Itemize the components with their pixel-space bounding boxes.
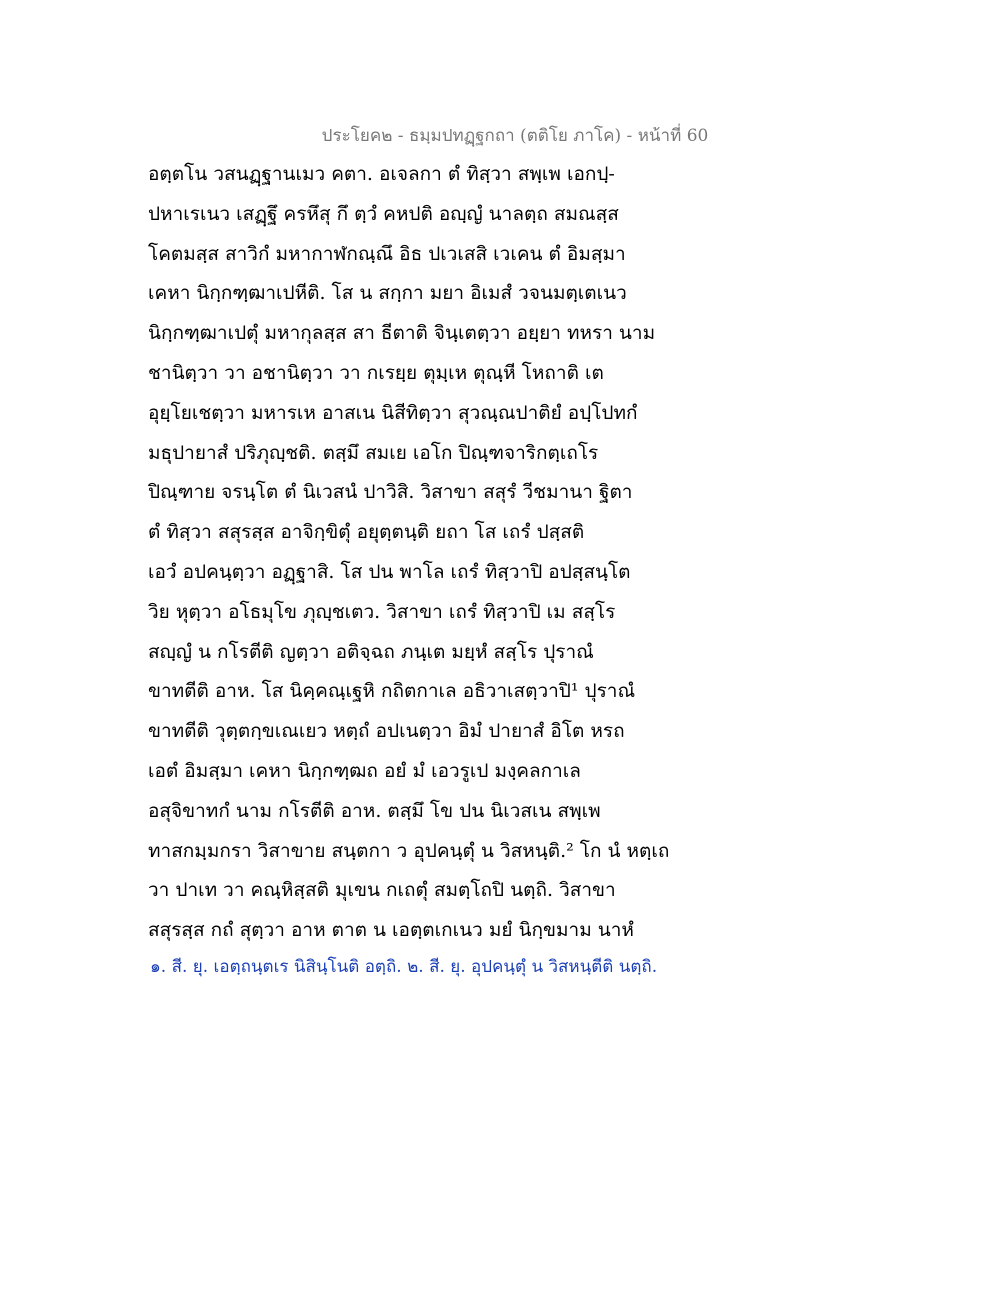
- body-line: มธุปายาสํ ปริภุญฺชติ. ตสฺมึ สมเย เอโก ปิณฺฑจาริกตฺเถโร: [148, 441, 599, 464]
- body-line: ปหาเรเนว เสฏฺฐึ ครหึสุ กึ ตฺวํ คหปติ อญฺญํ นาลตฺถ สมณสฺส: [148, 202, 619, 225]
- body-line: โคตมสฺส สาวิกํ มหากาฬกณฺณึ อิธ ปเวเสสิ เวเคน ตํ อิมสฺมา: [148, 242, 626, 265]
- body-line: ชานิตฺวา วา อชานิตฺวา วา กเรยฺย ตุมฺเห ตุณฺหี โหถาติ เต: [148, 361, 604, 384]
- body-line: เอวํ อปคนฺตฺวา อฏฺฐาสิ. โส ปน พาโล เถรํ ทิสฺวาปิ อปสฺสนฺโต: [148, 560, 631, 583]
- body-line: ขาทตีติ อาห. โส นิคฺคณฺเฐหิ กถิตกาเล อธิวาเสตฺวาปิ¹ ปุราณํ: [148, 680, 636, 703]
- body-line: อุยฺโยเชตฺวา มหารเห อาสเน นิสีทิตฺวา สุวณฺณปาติยํ อปฺโปทกํ: [148, 401, 638, 424]
- body-line: สญฺญํ น กโรตีติ ญตฺวา อติจฺฉถ ภนฺเต มยฺหํ สสฺโร ปุราณํ: [148, 640, 594, 663]
- body-line: เคหา นิกฺกฑฺฒาเปหีติ. โส น สกฺกา มยา อิเมสํ วจนมตฺเตเนว: [148, 282, 627, 305]
- body-line: อตฺตโน วสนฏฺฐานเมว คตา. อเจลกา ตํ ทิสฺวา สพฺเพ เอกปฺ-: [148, 163, 615, 185]
- body-line: ทาสกมฺมกรา วิสาขาย สนฺตกา ว อุปคนฺตุํ น วิสหนฺติ.² โก นํ หตฺเถ: [148, 839, 670, 862]
- body-line: ปิณฺฑาย จรนฺโต ตํ นิเวสนํ ปาวิสิ. วิสาขา สสุรํ วีชมานา ฐิตา: [148, 481, 633, 504]
- body-text: [148, 158, 708, 954]
- body-line: วา ปาเท วา คณฺหิสฺสติ มุเขน กเถตุํ สมตฺโถปิ นตฺถิ. วิสาขา: [148, 879, 616, 902]
- body-line: สสุรสฺส กถํ สุตฺวา อาห ตาต น เอตฺตเกเนว มยํ นิกฺขมาม นาหํ: [148, 919, 634, 942]
- body-line: วิย หุตฺวา อโธมุโข ภุญฺชเตว. วิสาขา เถรํ ทิสฺวาปิ เม สสฺโร: [148, 600, 616, 623]
- body-line: ตํ ทิสฺวา สสุรสฺส อาจิกฺขิตุํ อยุตฺตนฺติ ยถา โส เถรํ ปสฺสติ: [148, 521, 585, 544]
- body-line: อสุจิขาทกํ นาม กโรตีติ อาห. ตสฺมึ โข ปน นิเวสเน สพฺเพ: [148, 799, 601, 822]
- body-line: นิกฺกฑฺฒาเปตุํ มหากุลสฺส สา ธีตาติ จินฺเตตฺวา อยฺยา ทหรา นาม: [148, 322, 656, 345]
- running-header: ประโยค๒ - ธมฺมปทฏฺฐกถา (ตติโย ภาโค) - หน้าที่ 60: [321, 126, 709, 146]
- body-line: เอตํ อิมสฺมา เคหา นิกฺกฑฺฒถ อยํ มํ เอวรูเป มงฺคลกาเล: [148, 759, 581, 782]
- footnote: ๑. สี. ยุ. เอตฺถนฺตเร นิสินฺโนติ อตฺถิ. ๒. สี. ยุ. อุปคนฺตุํ น วิสหนฺตีติ นตฺถิ.: [150, 957, 658, 977]
- body-line: ขาทตีติ วุตฺตกฺขเณเยว หตฺถํ อปเนตฺวา อิมํ ปายาสํ อิโต หรถ: [148, 720, 625, 743]
